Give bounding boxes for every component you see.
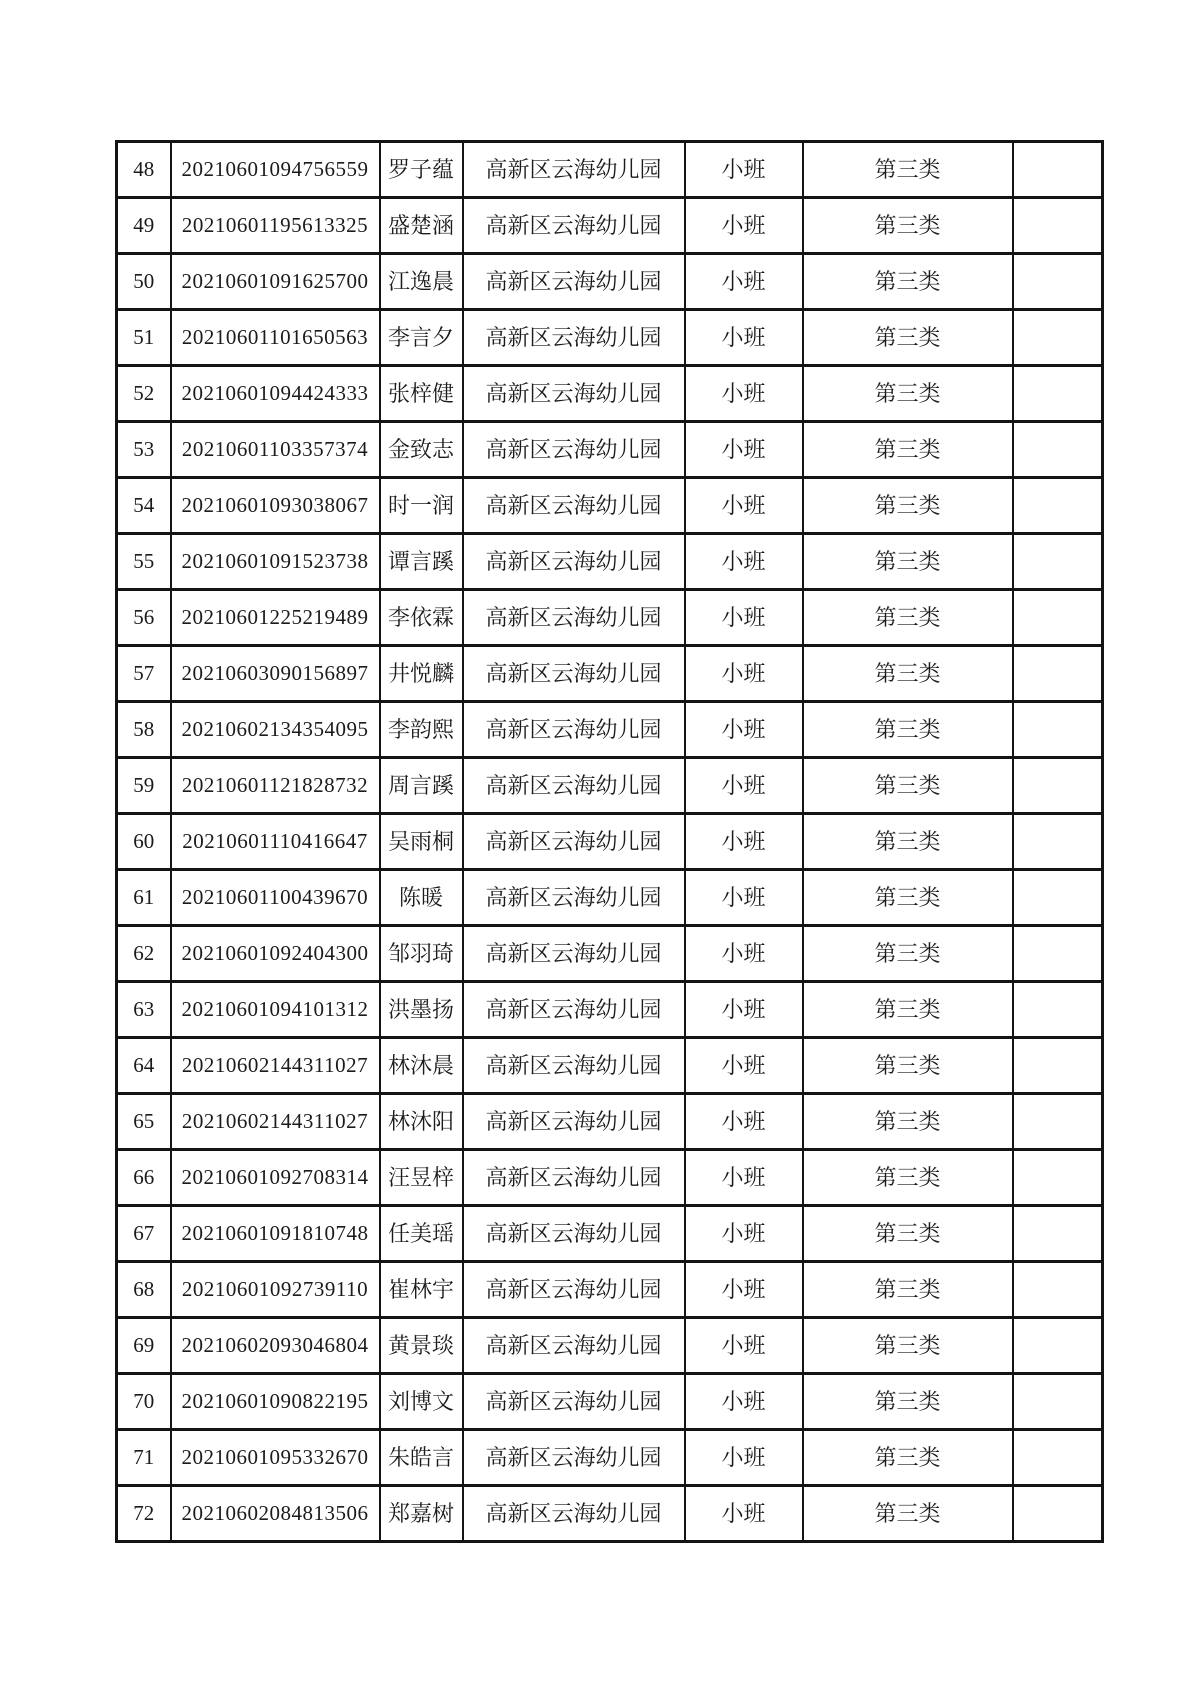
cell-note (1013, 310, 1103, 366)
table-row (117, 1094, 1103, 1150)
cell-seq: 54 (117, 478, 171, 534)
cell-note (1013, 254, 1103, 310)
table-row (117, 590, 1103, 646)
table-row (117, 534, 1103, 590)
cell-school: 高新区云海幼儿园 (463, 814, 685, 870)
table-row (117, 982, 1103, 1038)
cell-class_level: 小班 (685, 1374, 803, 1430)
cell-id: 20210601091625700 (171, 254, 380, 310)
cell-name: 李言夕 (380, 310, 463, 366)
cell-class_level: 小班 (685, 926, 803, 982)
cell-class_level: 小班 (685, 1486, 803, 1542)
cell-class_level: 小班 (685, 870, 803, 926)
cell-class_level: 小班 (685, 478, 803, 534)
cell-category: 第三类 (803, 814, 1013, 870)
cell-id: 20210601101650563 (171, 310, 380, 366)
cell-name: 林沐阳 (380, 1094, 463, 1150)
cell-class_level: 小班 (685, 1094, 803, 1150)
cell-id: 20210601195613325 (171, 198, 380, 254)
cell-category: 第三类 (803, 478, 1013, 534)
cell-class_level: 小班 (685, 814, 803, 870)
cell-school: 高新区云海幼儿园 (463, 534, 685, 590)
cell-id: 20210601100439670 (171, 870, 380, 926)
cell-id: 20210601093038067 (171, 478, 380, 534)
cell-note (1013, 870, 1103, 926)
cell-school: 高新区云海幼儿园 (463, 1430, 685, 1486)
cell-name: 李韵熙 (380, 702, 463, 758)
cell-category: 第三类 (803, 198, 1013, 254)
cell-school: 高新区云海幼儿园 (463, 198, 685, 254)
cell-note (1013, 590, 1103, 646)
cell-note (1013, 702, 1103, 758)
cell-school: 高新区云海幼儿园 (463, 1374, 685, 1430)
cell-id: 20210601225219489 (171, 590, 380, 646)
cell-name: 郑嘉树 (380, 1486, 463, 1542)
cell-name: 井悦麟 (380, 646, 463, 702)
table-row (117, 1318, 1103, 1374)
cell-category: 第三类 (803, 1430, 1013, 1486)
cell-category: 第三类 (803, 590, 1013, 646)
cell-school: 高新区云海幼儿园 (463, 422, 685, 478)
cell-id: 20210602144311027 (171, 1094, 380, 1150)
cell-category: 第三类 (803, 1038, 1013, 1094)
cell-name: 江逸晨 (380, 254, 463, 310)
cell-note (1013, 1038, 1103, 1094)
cell-seq: 70 (117, 1374, 171, 1430)
cell-note (1013, 366, 1103, 422)
cell-school: 高新区云海幼儿园 (463, 1262, 685, 1318)
cell-school: 高新区云海幼儿园 (463, 758, 685, 814)
table-row (117, 1430, 1103, 1486)
cell-category: 第三类 (803, 1262, 1013, 1318)
cell-id: 20210602084813506 (171, 1486, 380, 1542)
cell-id: 20210601090822195 (171, 1374, 380, 1430)
cell-note (1013, 926, 1103, 982)
cell-class_level: 小班 (685, 982, 803, 1038)
cell-school: 高新区云海幼儿园 (463, 142, 685, 198)
cell-name: 洪墨扬 (380, 982, 463, 1038)
table-row (117, 646, 1103, 702)
cell-category: 第三类 (803, 534, 1013, 590)
cell-note (1013, 1262, 1103, 1318)
roster-body (117, 142, 1103, 1542)
cell-id: 20210601094756559 (171, 142, 380, 198)
cell-name: 邹羽琦 (380, 926, 463, 982)
cell-id: 20210601103357374 (171, 422, 380, 478)
cell-name: 谭言蹊 (380, 534, 463, 590)
cell-note (1013, 534, 1103, 590)
cell-category: 第三类 (803, 1486, 1013, 1542)
cell-id: 20210601095332670 (171, 1430, 380, 1486)
cell-note (1013, 758, 1103, 814)
table-row (117, 702, 1103, 758)
cell-note (1013, 1094, 1103, 1150)
cell-school: 高新区云海幼儿园 (463, 702, 685, 758)
cell-id: 20210601091810748 (171, 1206, 380, 1262)
table-row (117, 1206, 1103, 1262)
cell-school: 高新区云海幼儿园 (463, 1038, 685, 1094)
table-row (117, 310, 1103, 366)
cell-school: 高新区云海幼儿园 (463, 1094, 685, 1150)
cell-class_level: 小班 (685, 702, 803, 758)
cell-note (1013, 814, 1103, 870)
cell-name: 周言蹊 (380, 758, 463, 814)
cell-category: 第三类 (803, 758, 1013, 814)
table-row (117, 422, 1103, 478)
table-row (117, 814, 1103, 870)
cell-category: 第三类 (803, 1094, 1013, 1150)
cell-school: 高新区云海幼儿园 (463, 1150, 685, 1206)
cell-class_level: 小班 (685, 590, 803, 646)
cell-category: 第三类 (803, 870, 1013, 926)
cell-id: 20210601092739110 (171, 1262, 380, 1318)
cell-seq: 67 (117, 1206, 171, 1262)
cell-class_level: 小班 (685, 1150, 803, 1206)
table-row (117, 1262, 1103, 1318)
admission-roster-table (115, 140, 1104, 1543)
cell-name: 林沐晨 (380, 1038, 463, 1094)
table-row (117, 254, 1103, 310)
cell-seq: 61 (117, 870, 171, 926)
cell-category: 第三类 (803, 926, 1013, 982)
table-row (117, 870, 1103, 926)
cell-name: 李依霖 (380, 590, 463, 646)
cell-seq: 48 (117, 142, 171, 198)
cell-note (1013, 198, 1103, 254)
cell-school: 高新区云海幼儿园 (463, 590, 685, 646)
table-row (117, 758, 1103, 814)
cell-note (1013, 1206, 1103, 1262)
cell-school: 高新区云海幼儿园 (463, 926, 685, 982)
cell-seq: 62 (117, 926, 171, 982)
cell-seq: 59 (117, 758, 171, 814)
cell-name: 罗子蕴 (380, 142, 463, 198)
cell-seq: 53 (117, 422, 171, 478)
cell-seq: 63 (117, 982, 171, 1038)
cell-name: 任美瑶 (380, 1206, 463, 1262)
cell-name: 盛楚涵 (380, 198, 463, 254)
cell-class_level: 小班 (685, 1206, 803, 1262)
table-row (117, 1374, 1103, 1430)
cell-category: 第三类 (803, 1374, 1013, 1430)
cell-category: 第三类 (803, 310, 1013, 366)
cell-school: 高新区云海幼儿园 (463, 1318, 685, 1374)
cell-name: 黄景琰 (380, 1318, 463, 1374)
cell-id: 20210601092404300 (171, 926, 380, 982)
cell-category: 第三类 (803, 1150, 1013, 1206)
cell-name: 陈暖 (380, 870, 463, 926)
cell-class_level: 小班 (685, 254, 803, 310)
cell-note (1013, 422, 1103, 478)
cell-school: 高新区云海幼儿园 (463, 870, 685, 926)
cell-category: 第三类 (803, 366, 1013, 422)
cell-name: 张梓健 (380, 366, 463, 422)
cell-class_level: 小班 (685, 422, 803, 478)
cell-seq: 52 (117, 366, 171, 422)
cell-note (1013, 1150, 1103, 1206)
cell-note (1013, 1486, 1103, 1542)
cell-name: 金致志 (380, 422, 463, 478)
cell-category: 第三类 (803, 1318, 1013, 1374)
cell-seq: 56 (117, 590, 171, 646)
cell-category: 第三类 (803, 646, 1013, 702)
cell-class_level: 小班 (685, 1318, 803, 1374)
cell-class_level: 小班 (685, 1262, 803, 1318)
cell-seq: 50 (117, 254, 171, 310)
table-row (117, 1038, 1103, 1094)
cell-id: 20210602093046804 (171, 1318, 380, 1374)
cell-seq: 49 (117, 198, 171, 254)
cell-seq: 68 (117, 1262, 171, 1318)
cell-seq: 55 (117, 534, 171, 590)
cell-class_level: 小班 (685, 1430, 803, 1486)
cell-class_level: 小班 (685, 646, 803, 702)
cell-category: 第三类 (803, 422, 1013, 478)
cell-seq: 51 (117, 310, 171, 366)
cell-school: 高新区云海幼儿园 (463, 646, 685, 702)
cell-seq: 71 (117, 1430, 171, 1486)
cell-seq: 57 (117, 646, 171, 702)
table-row (117, 1486, 1103, 1542)
cell-note (1013, 1318, 1103, 1374)
cell-note (1013, 142, 1103, 198)
table-row (117, 142, 1103, 198)
cell-note (1013, 646, 1103, 702)
cell-id: 20210601094424333 (171, 366, 380, 422)
cell-class_level: 小班 (685, 142, 803, 198)
cell-school: 高新区云海幼儿园 (463, 478, 685, 534)
cell-id: 20210602144311027 (171, 1038, 380, 1094)
table-row (117, 478, 1103, 534)
cell-id: 20210602134354095 (171, 702, 380, 758)
cell-seq: 65 (117, 1094, 171, 1150)
cell-id: 20210601094101312 (171, 982, 380, 1038)
cell-school: 高新区云海幼儿园 (463, 310, 685, 366)
cell-id: 20210603090156897 (171, 646, 380, 702)
cell-category: 第三类 (803, 982, 1013, 1038)
cell-school: 高新区云海幼儿园 (463, 1206, 685, 1262)
cell-class_level: 小班 (685, 758, 803, 814)
cell-seq: 69 (117, 1318, 171, 1374)
cell-school: 高新区云海幼儿园 (463, 254, 685, 310)
cell-note (1013, 1374, 1103, 1430)
cell-school: 高新区云海幼儿园 (463, 366, 685, 422)
cell-seq: 66 (117, 1150, 171, 1206)
cell-name: 吴雨桐 (380, 814, 463, 870)
cell-class_level: 小班 (685, 366, 803, 422)
cell-class_level: 小班 (685, 534, 803, 590)
cell-class_level: 小班 (685, 1038, 803, 1094)
cell-id: 20210601110416647 (171, 814, 380, 870)
table-row (117, 1150, 1103, 1206)
cell-school: 高新区云海幼儿园 (463, 1486, 685, 1542)
table-row (117, 926, 1103, 982)
cell-name: 时一润 (380, 478, 463, 534)
cell-name: 汪昱梓 (380, 1150, 463, 1206)
cell-seq: 60 (117, 814, 171, 870)
cell-category: 第三类 (803, 702, 1013, 758)
cell-seq: 72 (117, 1486, 171, 1542)
cell-seq: 64 (117, 1038, 171, 1094)
cell-category: 第三类 (803, 142, 1013, 198)
table-row (117, 198, 1103, 254)
cell-name: 崔林宇 (380, 1262, 463, 1318)
cell-id: 20210601121828732 (171, 758, 380, 814)
cell-school: 高新区云海幼儿园 (463, 982, 685, 1038)
cell-note (1013, 982, 1103, 1038)
cell-seq: 58 (117, 702, 171, 758)
cell-id: 20210601092708314 (171, 1150, 380, 1206)
cell-category: 第三类 (803, 254, 1013, 310)
cell-note (1013, 478, 1103, 534)
cell-note (1013, 1430, 1103, 1486)
cell-class_level: 小班 (685, 198, 803, 254)
cell-name: 刘博文 (380, 1374, 463, 1430)
cell-category: 第三类 (803, 1206, 1013, 1262)
cell-class_level: 小班 (685, 310, 803, 366)
table-row (117, 366, 1103, 422)
cell-name: 朱皓言 (380, 1430, 463, 1486)
cell-id: 20210601091523738 (171, 534, 380, 590)
